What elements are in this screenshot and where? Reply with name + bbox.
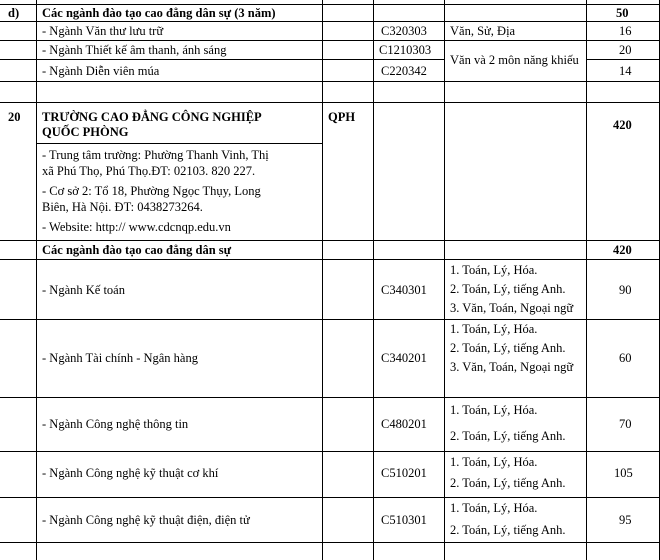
program-name: - Ngành Kế toán — [42, 283, 125, 297]
row-divider — [0, 451, 660, 452]
program-quota: 105 — [614, 466, 633, 480]
column-divider — [322, 0, 323, 560]
row-divider — [0, 21, 660, 22]
program-subjects: 1. Toán, Lý, Hóa. — [450, 501, 538, 515]
column-divider — [586, 0, 587, 560]
program-code: C320303 — [381, 24, 427, 38]
row-divider — [0, 259, 660, 260]
program-quota: 90 — [619, 283, 632, 297]
program-code: C340201 — [381, 351, 427, 365]
row-divider — [586, 59, 660, 60]
column-divider — [444, 0, 445, 560]
school-address-main: xã Phú Thọ, Phú Thọ.ĐT: 02103. 820 227. — [42, 164, 256, 178]
row-divider — [0, 59, 444, 60]
section-quota: 50 — [616, 6, 629, 20]
program-code: C1210303 — [379, 43, 432, 57]
program-quota: 14 — [619, 64, 632, 78]
section-title: Các ngành đào tạo cao đẳng dân sự — [42, 243, 232, 257]
program-subjects: 1. Toán, Lý, Hóa. — [450, 403, 538, 417]
program-name: - Ngành Văn thư lưu trữ — [42, 24, 164, 38]
program-subjects: 2. Toán, Lý, tiếng Anh. — [450, 341, 566, 355]
row-divider — [0, 40, 660, 41]
school-number: 20 — [8, 110, 21, 124]
program-subjects: 2. Toán, Lý, tiếng Anh. — [450, 282, 566, 296]
program-subjects: Văn và 2 môn năng khiếu — [450, 53, 579, 67]
program-code: C510201 — [381, 466, 427, 480]
section-title: Các ngành đào tạo cao đẳng dân sự (3 năm) — [42, 6, 276, 20]
program-quota: 60 — [619, 351, 632, 365]
program-code: C220342 — [381, 64, 427, 78]
school-name-line1: TRƯỜNG CAO ĐẲNG CÔNG NGHIỆP — [42, 110, 262, 124]
row-divider — [0, 319, 660, 320]
school-website: - Website: http:// www.cdcnqp.edu.vn — [42, 220, 231, 234]
row-divider — [0, 81, 660, 82]
program-quota: 70 — [619, 417, 632, 431]
program-subjects: 2. Toán, Lý, tiếng Anh. — [450, 429, 566, 443]
row-divider — [0, 240, 660, 241]
school-name-line2: QUỐC PHÒNG — [42, 125, 129, 139]
program-name: - Ngành Thiết kế âm thanh, ánh sáng — [42, 43, 227, 57]
program-subjects: 2. Toán, Lý, tiếng Anh. — [450, 523, 566, 537]
program-subjects: 3. Văn, Toán, Ngoại ngữ — [450, 301, 574, 315]
program-quota: 16 — [619, 24, 632, 38]
row-divider — [36, 143, 322, 144]
row-divider — [0, 497, 660, 498]
program-subjects: 2. Toán, Lý, tiếng Anh. — [450, 476, 566, 490]
program-name: - Ngành Công nghệ thông tin — [42, 417, 189, 431]
column-divider — [36, 0, 37, 560]
program-name: - Ngành Công nghệ kỹ thuật cơ khí — [42, 466, 219, 480]
program-subjects: 3. Văn, Toán, Ngoại ngữ — [450, 360, 574, 374]
school-address-branch: - Cơ sở 2: Tổ 18, Phường Ngọc Thụy, Long — [42, 184, 261, 198]
row-divider — [0, 397, 660, 398]
row-divider — [0, 102, 660, 103]
program-code: C340301 — [381, 283, 427, 297]
program-subjects: 1. Toán, Lý, Hóa. — [450, 455, 538, 469]
section-quota: 420 — [613, 243, 632, 257]
program-name: - Ngành Diễn viên múa — [42, 64, 160, 78]
program-name: - Ngành Công nghệ kỹ thuật điện, điện tử — [42, 513, 250, 527]
program-quota: 95 — [619, 513, 632, 527]
school-quota: 420 — [613, 118, 632, 132]
program-subjects: 1. Toán, Lý, Hóa. — [450, 263, 538, 277]
program-code: C480201 — [381, 417, 427, 431]
program-subjects: 1. Toán, Lý, Hóa. — [450, 322, 538, 336]
program-name: - Ngành Tài chính - Ngân hàng — [42, 351, 198, 365]
school-address-main: - Trung tâm trường: Phường Thanh Vinh, Thị — [42, 148, 269, 162]
school-address-branch: Biên, Hà Nội. ĐT: 0438273264. — [42, 200, 203, 214]
program-code: C510301 — [381, 513, 427, 527]
column-divider — [373, 0, 374, 560]
program-quota: 20 — [619, 43, 632, 57]
section-number: d) — [8, 6, 20, 20]
school-code: QPH — [328, 110, 356, 124]
row-divider — [0, 542, 660, 543]
program-subjects: Văn, Sử, Địa — [450, 24, 516, 38]
